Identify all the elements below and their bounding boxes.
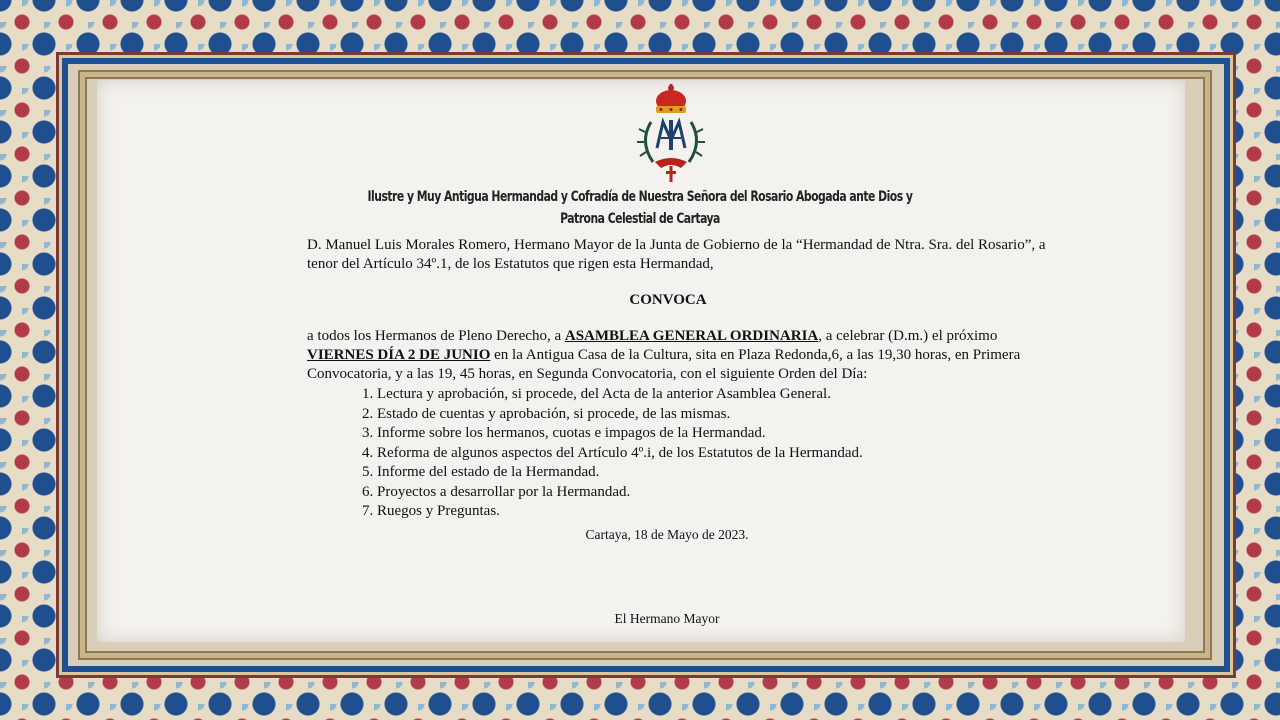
agenda-list (362, 385, 863, 522)
agenda-item: 6. Proyectos a desarrollar por la Hermandad. (362, 483, 631, 500)
crown-monogram-crest-icon (631, 82, 711, 186)
brotherhood-name-line-2: Patrona Celestial de Cartaya (560, 211, 720, 227)
convocation-paragraph (307, 327, 1047, 384)
signature-line: El Hermano Mayor (614, 611, 720, 626)
convocation-text-post: en la Antigua Casa de la Cultura, sita en Plaza Redonda,6, a las 19,30 horas, en Primera Convocatoria, y a las 19, 45 horas, en Segunda Convocatoria, con el siguiente Orden del Día: (307, 347, 1021, 382)
agenda-item: 3. Informe sobre los hermanos, cuotas e impagos de la Hermandad. (362, 425, 766, 441)
brotherhood-name-line-1: Ilustre y Muy Antigua Hermandad y Cofradía de Nuestra Señora del Rosario Abogada ante Dios y (367, 189, 913, 205)
convocation-text-pre: a todos los Hermanos de Pleno Derecho, a (307, 328, 565, 344)
agenda-item: 1. Lectura y aprobación, si procede, del Acta de la anterior Asamblea General. (362, 386, 831, 402)
convoca-heading: CONVOCA (629, 292, 707, 308)
assembly-title: ASAMBLEA GENERAL ORDINARIA (564, 328, 819, 344)
agenda-item: 5. Informe del estado de la Hermandad. (362, 464, 600, 480)
agenda-item: 2. Estado de cuentas y aprobación, si procede, de las mismas. (362, 405, 731, 422)
place-date-line: Cartaya, 18 de Mayo de 2023. (585, 527, 749, 542)
agenda-item: 7. Ruegos y Preguntas. (362, 503, 500, 519)
meeting-date: VIERNES DÍA 2 DE JUNIO (307, 347, 491, 363)
agenda-item: 4. Reforma de algunos aspectos del Artículo 4º.i, de los Estatutos de la Hermandad. (362, 444, 863, 461)
convocation-text-mid: , a celebrar (D.m.) el próximo (818, 328, 998, 344)
intro-paragraph: D. Manuel Luis Morales Romero, Hermano Mayor de la Junta de Gobierno de la “Hermandad de Ntra. Sra. del Rosario”, a tenor del Artículo 34º.1, de los Estatutos que rigen esta Hermandad, (307, 237, 1046, 272)
